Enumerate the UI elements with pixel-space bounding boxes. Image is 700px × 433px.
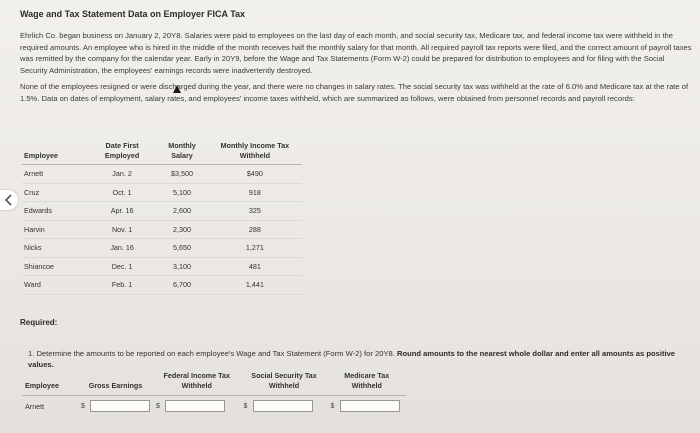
answer-header-social: Social Security Tax Withheld <box>241 370 328 396</box>
federal-cell <box>153 396 241 417</box>
date-first-employed: Jan. 16 <box>88 239 156 258</box>
income-tax-withheld: 1,441 <box>208 276 302 295</box>
currency-symbol: $ <box>156 402 160 410</box>
employee-name: Harvin <box>22 220 88 239</box>
medicare-tax-input[interactable] <box>340 400 400 412</box>
chevron-left-icon <box>4 194 14 206</box>
table-row <box>22 202 302 221</box>
income-tax-withheld: 481 <box>208 257 302 276</box>
employee-name: Cruz <box>22 183 88 202</box>
employee-name: Ward <box>22 276 88 295</box>
income-tax-withheld: 1,271 <box>208 239 302 258</box>
monthly-salary: 2,300 <box>156 220 208 239</box>
currency-symbol: $ <box>243 402 248 410</box>
monthly-salary: 3,100 <box>156 257 208 276</box>
header-employee: Employee <box>22 140 88 165</box>
currency-symbol: $ <box>81 402 85 410</box>
monthly-salary: 5,650 <box>156 239 208 258</box>
instruction-bold: Round amounts to the nearest whole dollar and enter all amounts as positive values. <box>28 349 676 369</box>
date-first-employed: Feb. 1 <box>88 276 156 295</box>
answer-header-row <box>22 370 406 396</box>
answer-table <box>22 370 406 416</box>
employee-name: Shiancoe <box>22 257 88 276</box>
gross-cell <box>78 396 153 417</box>
employee-name: Arnett <box>22 165 88 184</box>
gross-earnings-input[interactable] <box>90 400 150 412</box>
employee-name: Nicks <box>22 239 88 258</box>
instruction-main: 1. Determine the amounts to be reported on each employee's Wage and Tax Statement (Form W-2) for 20Y8. <box>28 349 395 358</box>
date-first-employed: Nov. 1 <box>88 220 156 239</box>
collapse-panel-button[interactable] <box>0 190 18 210</box>
answer-header-federal: Federal Income Tax Withheld <box>153 370 241 396</box>
federal-tax-input[interactable] <box>165 400 225 412</box>
date-first-employed: Jan. 2 <box>88 165 156 184</box>
monthly-salary: 2,600 <box>156 202 208 221</box>
header-date-first-employed: Date First Employed <box>88 140 156 165</box>
currency-symbol: $ <box>330 402 335 410</box>
table-row <box>22 183 302 202</box>
header-income-tax-withheld: Monthly Income Tax Withheld <box>208 140 302 165</box>
date-first-employed: Apr. 16 <box>88 202 156 221</box>
mouse-cursor-icon <box>173 85 181 93</box>
instruction-text <box>28 348 688 370</box>
monthly-salary: 5,100 <box>156 183 208 202</box>
social-security-tax-input[interactable] <box>253 400 313 412</box>
income-tax-withheld: $490 <box>208 165 302 184</box>
date-first-employed: Dec. 1 <box>88 257 156 276</box>
medicare-cell <box>328 396 407 417</box>
monthly-salary: 6,700 <box>156 276 208 295</box>
table-row <box>22 257 302 276</box>
income-tax-withheld: 918 <box>208 183 302 202</box>
intro-paragraph-2: None of the employees resigned or were discharged during the year, and there were no changes in salary rates. The social security tax was withheld at the rate of 6.0% and Medicare tax at the rate of 1.5%. Data on dates of employment, salary rates, and employees' income taxes withheld, which are summarized as follows, were obtained from personnel records and payroll records: <box>20 82 689 103</box>
employee-name: Edwards <box>22 202 88 221</box>
monthly-salary: $3,500 <box>156 165 208 184</box>
income-tax-withheld: 288 <box>208 220 302 239</box>
header-monthly-salary: Monthly Salary <box>156 140 208 165</box>
page-title: Wage and Tax Statement Data on Employer FICA Tax <box>20 9 246 19</box>
table-row <box>22 239 302 258</box>
employee-data-table <box>22 140 302 295</box>
social-cell <box>241 396 328 417</box>
answer-header-medicare: Medicare Tax Withheld <box>328 370 407 396</box>
required-heading: Required: <box>20 318 58 327</box>
date-first-employed: Oct. 1 <box>88 183 156 202</box>
table-row <box>22 220 302 239</box>
data-table-header-row <box>22 140 302 165</box>
intro-paragraph-1: Ehrlich Co. began business on January 2, 20Y8. Salaries were paid to employees on the last day of each month, and social security tax, Medicare tax, and federal income tax were withheld in the required amounts. An employee who is hired in the middle of the month receives half the monthly salary for that month. All required payroll tax reports were filed, and the correct amount of payroll taxes was remitted by the company for the calendar year. Early in 20Y9, before the Wage and Tax Statements (Form W-2) could be prepared for distribution to employees and for filing with the Social Security Administration, the employees' earnings records were inadvertently destroyed. <box>20 31 692 75</box>
answer-header-employee: Employee <box>22 370 78 396</box>
answer-row <box>22 396 406 417</box>
table-row <box>22 165 302 184</box>
answer-employee-name: Arnett <box>25 401 45 411</box>
answer-header-gross: Gross Earnings <box>78 370 153 396</box>
income-tax-withheld: 325 <box>208 202 302 221</box>
problem-intro <box>20 30 692 110</box>
table-row <box>22 276 302 295</box>
